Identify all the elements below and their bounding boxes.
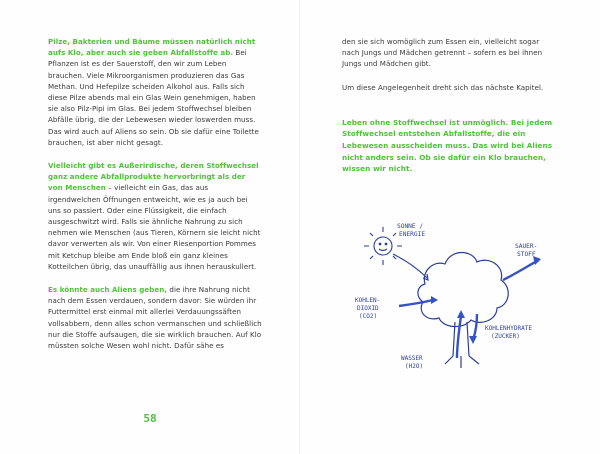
co2-label-2: DIOXID [357,305,379,312]
oxygen-label-2: STOFF [517,251,536,258]
co2-label-1: KOHLEN- [355,297,381,304]
right-paragraph-1: den sie sich womöglich zum Essen ein, vielleicht sogar nach Jungs und Mädchen getrennt – sofern es bei ihnen Jungs und Mädchen gibt. [342,37,543,69]
paragraph-3 [48,284,262,351]
left-text-column [48,36,262,363]
paragraph-1-body: Bei Pflanzen ist es der Sauerstoff, den wir zum Leben brauchen. Viele Mikroorganismen produzieren das Gas Methan. Und Hefepilze scheiden Alkohol aus. Falls sich diese Pilze abends mal ein Glas Wein genehmigen, haben sie also Pilz-Pipi im Glas. Bei jedem Stoffwechsel bleiben Abfälle übrig, die der Lebewesen wieder loswerden muss. Das wird auch auf Aliens so sein. Ob sie dafür eine Toilette brauchen, ist aber nicht gesagt. [48,48,259,147]
water-label-1: WASSER [401,355,423,362]
co2-label-3: (CO2) [359,313,378,320]
page-number: 58 [143,412,157,425]
carbohydrate-label-1: KOHLENHYDRATE [485,325,532,332]
sun-label-1: SONNE / [397,223,424,230]
tree-trunk [445,322,479,368]
paragraph-2-body: – vielleicht ein Gas, das aus irgendwelchen Öffnungen entweicht, wie es ja auch bei uns so passiert. Oder eine Flüssigkeit, die einfach ausgeschwitzt wird. Falls sie ähnliche Nahrung zu sich nehmen wie Menschen (aus Tieren, Körnern sie leicht nicht davor verwerten als wir. Von einer Riesenportion Pommes mit Ketchup bleibe am Ende bloß ein ganz kleines Kotteilchen übrig, das unauffällig aus ihnen herauskullert. [48,183,261,271]
paragraph-3-body: die ihre Nahrung nicht nach dem Essen verdauen, sondern davor: Sie würden ihr Futtermittel erst einmal mit allerlei Verdauungssäften vollsabbern, denn alles schon vermanschen und schließlich nur die Stoffe aufsaugen, die sie wirklich brauchen. Auf Klo müssten solche Wesen wohl nicht. Dafür sähe es [48,285,262,351]
sun-label-2: ENERGIE [399,231,426,238]
green-lead-3: Es könnte auch Aliens geben, [48,285,168,295]
highlight-box-text: Leben ohne Stoffwechsel ist unmöglich. Bei jedem Stoffwechsel entstehen Abfallstoffe, die ein Lebewesen ausscheiden muss. Das wird bei Aliens nicht anders sein. Ob sie dafür ein Klo brauchen, wissen wir nicht. [342,117,553,174]
right-text-column [342,36,556,187]
oxygen-label-1: SAUER- [515,243,538,250]
green-lead-1: Pilze, Bakterien und Bäume müssen natürlich nicht aufs Klo, aber auch sie geben Abfallstoffe ab. [48,37,256,58]
paragraph-2 [48,160,262,272]
green-lead-2: Vielleicht gibt es Außerirdische, deren Stoffwechsel ganz andere Abfallprodukte hervorbringt als der von Menschen [48,161,259,193]
water-label-2: (H2O) [405,363,424,370]
sun-icon [364,227,402,265]
paragraph-1 [48,36,262,148]
carbohydrate-label-2: (ZUCKER) [491,333,520,340]
right-paragraph-2: Um diese Angelegenheit dreht sich das nächste Kapitel. [342,82,544,92]
photosynthesis-illustration [335,218,557,374]
